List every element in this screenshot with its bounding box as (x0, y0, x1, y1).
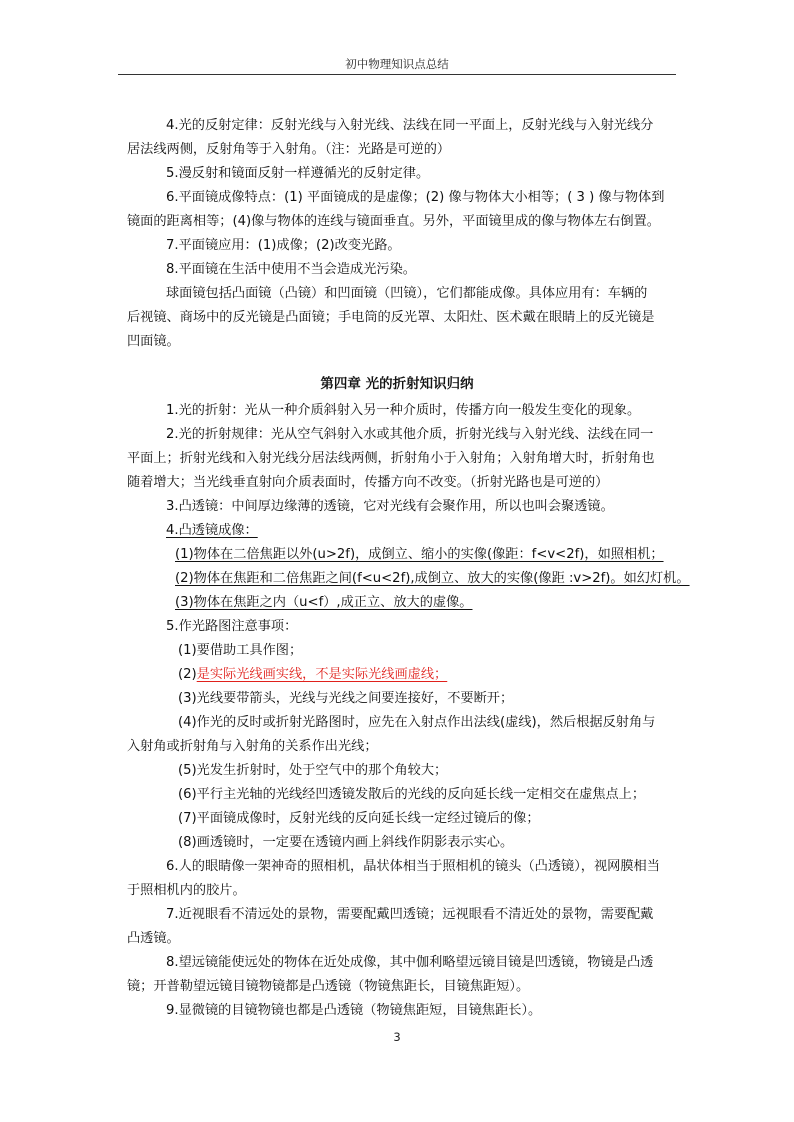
paragraph-telescope-line2: 镜；开普勒望远镜目镜物镜都是凸透镜（物镜焦距长，目镜焦距短）。 (127, 979, 530, 994)
list-item-note-7: (7)平面镜成像时，反射光线的反向延长线一定经过镜后的像； (178, 811, 540, 826)
header-divider (118, 74, 676, 75)
paragraph-spherical-mirror-line1: 球面镜包括凸面镜（凸镜）和凹面镜（凹镜），它们都能成像。具体应用有：车辆的 (166, 286, 648, 301)
list-item-note-4-line1: (4)作光的反时或折射光路图时，应先在入射点作出法线(虚线)，然后根据反射角与 (178, 715, 656, 730)
paragraph-spherical-mirror-line3: 凹面镜。 (127, 334, 180, 349)
list-item-note-2 (178, 665, 447, 685)
paragraph-refraction-law-line1: 2.光的折射规律：光从空气斜射入水或其他介质，折射光线与入射光线、法线在同一 (166, 427, 654, 442)
paragraph-refraction-law-line3: 随着增大；当光线垂直射向介质表面时，传播方向不改变。（折射光路也是可逆的） (127, 475, 609, 490)
heading-convex-lens-imaging: 4.凸透镜成像： (166, 523, 258, 538)
paragraph-refraction-definition: 1.光的折射：光从一种介质斜射入另一种介质时，传播方向一般发生变化的现象。 (166, 403, 641, 418)
list-item-note-1: (1)要借助工具作图； (178, 643, 303, 658)
list-item-note-5: (5)光发生折射时，处于空气中的那个角较大； (178, 763, 448, 778)
paragraph-eye-line2: 于照相机内的胶片。 (127, 883, 246, 898)
paragraph-plane-mirror-features-line2: 镜面的距离相等；(4)像与物体的连线与镜面垂直。另外，平面镜里成的像与物体左右倒置。 (127, 214, 660, 229)
paragraph-diffuse-reflection: 5.漫反射和镜面反射一样遵循光的反射定律。 (166, 166, 430, 181)
paragraph-microscope: 9.显微镜的目镜物镜也都是凸透镜（物镜焦距短，目镜焦距长）。 (166, 1003, 542, 1018)
paragraph-reflection-law-line1: 4.光的反射定律：反射光线与入射光线、法线在同一平面上，反射光线与入射光线分 (166, 118, 654, 133)
paragraph-spherical-mirror-line2: 后视镜、商场中的反光镜是凸面镜；手电筒的反光罩、太阳灶、医术戴在眼睛上的反光镜是 (127, 310, 655, 325)
list-item-note-8: (8)画透镜时，一定要在透镜内画上斜线作阴影表示实心。 (178, 835, 514, 850)
paragraph-vision-correction-line2: 凸透镜。 (127, 931, 180, 946)
list-item-note-4-line2: 入射角或折射角与入射角的关系作出光线； (127, 739, 378, 754)
paragraph-plane-mirror-features-line1: 6.平面镜成像特点：(1) 平面镜成的是虚像；(2) 像与物体大小相等；( 3 ) 像与物体到 (166, 190, 665, 205)
paragraph-reflection-law-line2: 居法线两侧，反射角等于入射角。（注：光路是可逆的） (127, 142, 451, 157)
paragraph-convex-lens: 3.凸透镜：中间厚边缘薄的透镜，它对光线有会聚作用，所以也叫会聚透镜。 (166, 499, 614, 514)
list-item-imaging-2: (2)物体在焦距和二倍焦距之间(f<u<2f),成倒立、放大的实像(像距 :v>2f)。如幻灯机。 (175, 571, 690, 586)
list-item-note-3: (3)光线要带箭头，光线与光线之间要连接好，不要断开； (178, 691, 514, 706)
list-item-imaging-3: (3)物体在焦距之内（u<f）,成正立、放大的虚像。 (175, 595, 473, 610)
paragraph-refraction-law-line2: 平面上；折射光线和入射光线分居法线两侧，折射角小于入射角；入射角增大时，折射角也 (127, 451, 655, 466)
list-item-imaging-1: (1)物体在二倍焦距以外(u>2f)，成倒立、缩小的实像(像距：f<v<2f)，如照相机； (175, 547, 664, 562)
paragraph-eye-line1: 6.人的眼睛像一架神奇的照相机，晶状体相当于照相机的镜头（凸透镜），视网膜相当 (166, 859, 660, 874)
paragraph-plane-mirror-uses: 7.平面镜应用：(1)成像；(2)改变光路。 (166, 238, 401, 253)
paragraph-light-pollution: 8.平面镜在生活中使用不当会造成光污染。 (166, 262, 416, 277)
list-item-note-6: (6)平行主光轴的光线经凹透镜发散后的光线的反向延长线一定相交在虚焦点上； (178, 787, 646, 802)
paragraph-telescope-line1: 8.望远镜能使远处的物体在近处成像，其中伽利略望远镜目镜是凹透镜，物镜是凸透 (166, 955, 654, 970)
page-number: 3 (393, 1030, 401, 1044)
list-item-note-2-highlight: 是实际光线画实线，不是实际光线画虚线； (196, 667, 448, 682)
chapter-title: 第四章 光的折射知识归纳 (320, 376, 474, 392)
list-item-note-2-number: (2) (178, 667, 197, 682)
paragraph-vision-correction-line1: 7.近视眼看不清远处的景物，需要配戴凹透镜；远视眼看不清近处的景物，需要配戴 (166, 907, 654, 922)
heading-ray-diagram-notes: 5.作光路图注意事项： (166, 619, 298, 634)
running-header: 初中物理知识点总结 (345, 57, 449, 71)
